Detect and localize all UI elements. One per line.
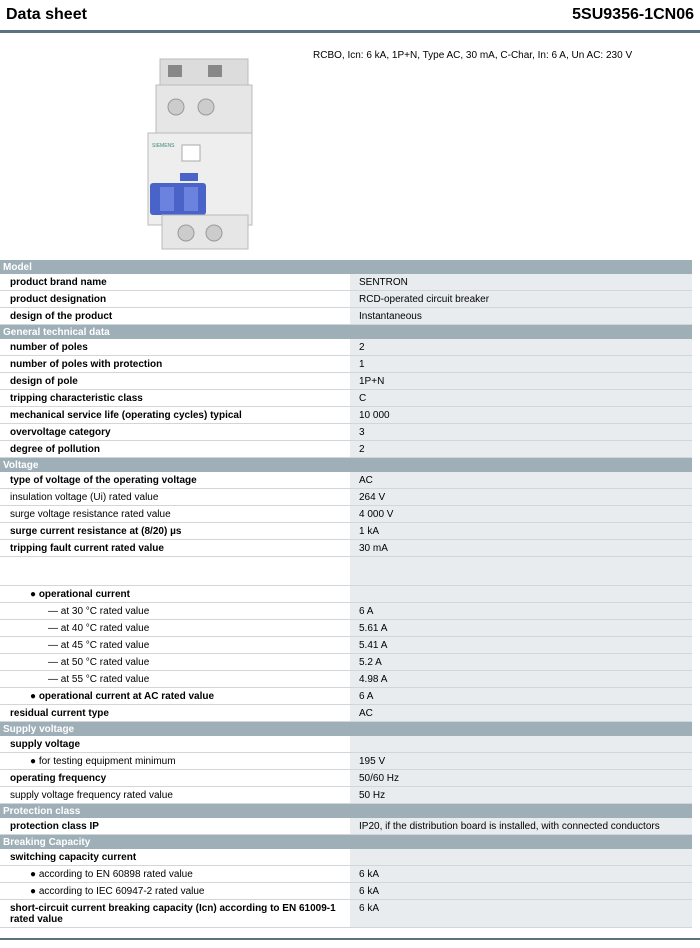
spec-row: design of the product Instantaneous <box>0 308 692 325</box>
spec-row: — at 40 °C rated value 5.61 A <box>0 620 692 637</box>
spec-row: ● according to EN 60898 rated value 6 kA <box>0 866 692 883</box>
section-voltage: Voltage <box>0 458 692 473</box>
spec-row: surge current resistance at (8/20) µs 1 kA <box>0 523 692 540</box>
spec-row: surge voltage resistance rated value 4 000 V <box>0 506 692 523</box>
spec-row: product designation RCD-operated circuit breaker <box>0 291 692 308</box>
spec-row: number of poles 2 <box>0 339 692 356</box>
spacer-row <box>0 557 692 586</box>
spec-table <box>0 260 692 928</box>
spec-row: — at 50 °C rated value 5.2 A <box>0 654 692 671</box>
spec-row: insulation voltage (Ui) rated value 264 V <box>0 489 692 506</box>
spec-row: number of poles with protection 1 <box>0 356 692 373</box>
spec-row: ● according to IEC 60947-2 rated value 6 kA <box>0 883 692 900</box>
spec-row: overvoltage category 3 <box>0 424 692 441</box>
product-image <box>142 55 262 255</box>
spec-row: residual current type AC <box>0 705 692 722</box>
footer-rule <box>0 938 700 940</box>
section-protection: Protection class <box>0 804 692 819</box>
spec-row: — at 55 °C rated value 4.98 A <box>0 671 692 688</box>
spec-row: ● operational current at AC rated value 6 A <box>0 688 692 705</box>
page-title: Data sheet <box>6 6 87 23</box>
product-description: RCBO, Icn: 6 kA, 1P+N, Type AC, 30 mA, C-Char, In: 6 A, Un AC: 230 V <box>313 50 633 61</box>
spec-row: ● operational current <box>0 586 692 603</box>
spec-row: tripping fault current rated value 30 mA <box>0 540 692 557</box>
product-code: 5SU9356-1CN06 <box>572 6 694 23</box>
spec-row: — at 45 °C rated value 5.41 A <box>0 637 692 654</box>
spec-row: protection class IP IP20, if the distribution board is installed, with connected conductors <box>0 818 692 835</box>
spec-row: switching capacity current <box>0 849 692 866</box>
spec-row: product brand name SENTRON <box>0 274 692 291</box>
spec-row: type of voltage of the operating voltage AC <box>0 472 692 489</box>
header-rule <box>0 30 700 33</box>
spec-row: mechanical service life (operating cycles) typical 10 000 <box>0 407 692 424</box>
spec-row: degree of pollution 2 <box>0 441 692 458</box>
spec-row: — at 30 °C rated value 6 A <box>0 603 692 620</box>
section-general: General technical data <box>0 325 692 340</box>
spec-row: short-circuit current breaking capacity (Icn) according to EN 61009-1 rated value 6 kA <box>0 900 692 928</box>
spec-row: ● for testing equipment minimum 195 V <box>0 753 692 770</box>
spec-row: tripping characteristic class C <box>0 390 692 407</box>
spec-row: design of pole 1P+N <box>0 373 692 390</box>
siemens-logo: SIEMENS <box>152 143 175 149</box>
spec-row: supply voltage frequency rated value 50 Hz <box>0 787 692 804</box>
spec-row: supply voltage <box>0 736 692 753</box>
section-supply: Supply voltage <box>0 722 692 737</box>
page-header <box>0 0 700 30</box>
spec-row: operating frequency 50/60 Hz <box>0 770 692 787</box>
section-model: Model <box>0 260 692 274</box>
section-breaking: Breaking Capacity <box>0 835 692 850</box>
